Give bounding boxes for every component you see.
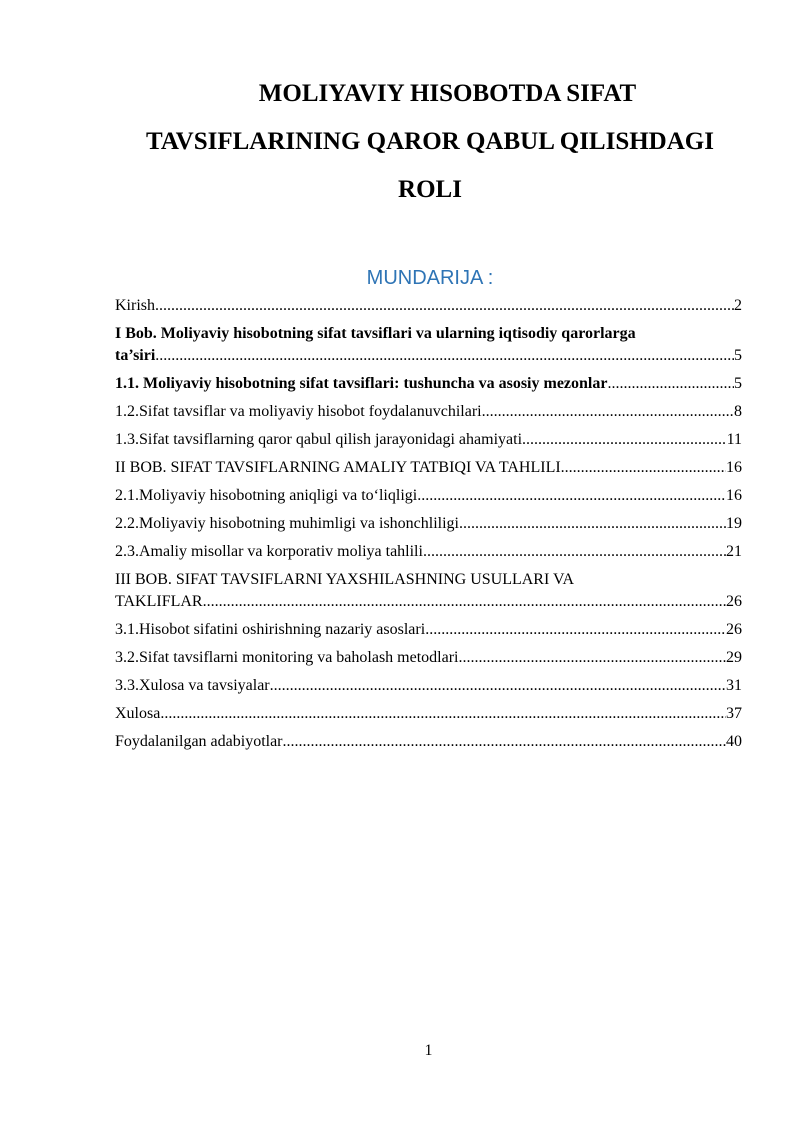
toc-entry-1-2[interactable] <box>115 401 742 423</box>
toc-entry-page: 2 <box>734 297 742 314</box>
toc-leader-dots <box>561 457 726 479</box>
toc-entry-3-3[interactable] <box>115 675 742 697</box>
toc-entry-label: 2.1.Moliyaviy hisobotning aniqligi va to‘liqligi <box>115 487 418 504</box>
title-line-1: MOLIYAVIY HISOBOTDA SIFAT <box>258 80 637 107</box>
toc-entry-label: 3.3.Xulosa va tavsiyalar <box>115 677 270 694</box>
toc-entry-2-3[interactable] <box>115 541 742 563</box>
toc-entry-page: 21 <box>726 543 742 560</box>
toc-entry-label: 3.2.Sifat tavsiflarni monitoring va baholash metodlari <box>115 649 459 666</box>
toc-entry-page: 5 <box>734 347 742 364</box>
toc-leader-dots <box>459 513 726 535</box>
toc-entry-label: ta’siri <box>115 347 156 364</box>
toc-leader-dots <box>283 731 726 753</box>
toc-entry-chapter-1[interactable] <box>115 323 742 367</box>
toc-entry-1-1[interactable] <box>115 373 742 395</box>
toc-leader-dots <box>607 373 734 395</box>
toc-entry-chapter-3[interactable] <box>115 569 742 613</box>
document-title <box>100 70 760 214</box>
toc-entry-label: Xulosa <box>115 705 161 722</box>
toc-entry-2-2[interactable] <box>115 513 742 535</box>
toc-entry-adabiyotlar[interactable] <box>115 731 742 753</box>
toc-leader-dots <box>522 429 727 451</box>
toc-entry-label: 3.1.Hisobot sifatini oshirishning nazariy asoslari <box>115 621 426 638</box>
toc-leader-dots <box>458 647 726 669</box>
toc-entry-kirish[interactable] <box>115 295 742 317</box>
toc-entry-page: 26 <box>726 621 742 638</box>
toc-leader-dots <box>423 541 726 563</box>
toc-leader-dots <box>203 591 726 613</box>
toc-entry-label-line1: I Bob. Moliyaviy hisobotning sifat tavsiflari va ularning iqtisodiy qarorlarga <box>115 325 636 342</box>
toc-entry-2-1[interactable] <box>115 485 742 507</box>
toc-entry-chapter-2[interactable] <box>115 457 742 479</box>
toc-entry-page: 8 <box>734 403 742 420</box>
title-line-3: ROLI <box>398 176 462 203</box>
toc-entry-page: 16 <box>726 487 742 504</box>
toc-entry-label: Kirish <box>115 297 155 314</box>
toc-entry-label: TAKLIFLAR <box>115 593 203 610</box>
table-of-contents <box>115 295 742 759</box>
toc-entry-page: 40 <box>726 733 742 750</box>
toc-entry-page: 19 <box>726 515 742 532</box>
toc-leader-dots <box>417 485 726 507</box>
toc-entry-page: 16 <box>726 459 742 476</box>
toc-entry-3-1[interactable] <box>115 619 742 641</box>
toc-entry-label: 1.3.Sifat tavsiflarning qaror qabul qilish jarayonidagi ahamiyati <box>115 431 523 448</box>
toc-entry-label-line1: III BOB. SIFAT TAVSIFLARNI YAXSHILASHNING USULLARI VA <box>115 571 575 588</box>
toc-entry-label: II BOB. SIFAT TAVSIFLARNING AMALIY TATBIQI VA TAHLILI <box>115 459 561 476</box>
toc-leader-dots <box>425 619 726 641</box>
toc-leader-dots <box>482 401 734 423</box>
toc-entry-label: Foydalanilgan adabiyotlar <box>115 733 283 750</box>
toc-entry-page: 26 <box>726 593 742 610</box>
toc-leader-dots <box>160 703 726 725</box>
toc-entry-1-3[interactable] <box>115 429 742 451</box>
toc-entry-page: 29 <box>726 649 742 666</box>
toc-leader-dots <box>270 675 726 697</box>
toc-entry-label: 1.2.Sifat tavsiflar va moliyaviy hisobot foydalanuvchilari <box>115 403 482 420</box>
title-line-2: TAVSIFLARINING QAROR QABUL QILISHDAGI <box>146 128 714 155</box>
toc-entry-label: 2.2.Moliyaviy hisobotning muhimligi va ishonchliligi <box>115 515 459 532</box>
toc-entry-page: 11 <box>726 431 742 448</box>
page-number: 1 <box>424 1042 433 1059</box>
toc-entry-page: 37 <box>726 705 742 722</box>
toc-heading: MUNDARIJA : <box>366 267 494 289</box>
toc-leader-dots <box>155 295 734 317</box>
toc-entry-3-2[interactable] <box>115 647 742 669</box>
toc-entry-page: 31 <box>726 677 742 694</box>
toc-entry-xulosa[interactable] <box>115 703 742 725</box>
toc-entry-label: 2.3.Amaliy misollar va korporativ moliya tahlili <box>115 543 423 560</box>
toc-leader-dots <box>155 345 734 367</box>
toc-entry-page: 5 <box>734 375 742 392</box>
toc-entry-label: 1.1. Moliyaviy hisobotning sifat tavsiflari: tushuncha va asosiy mezonlar <box>115 375 608 392</box>
